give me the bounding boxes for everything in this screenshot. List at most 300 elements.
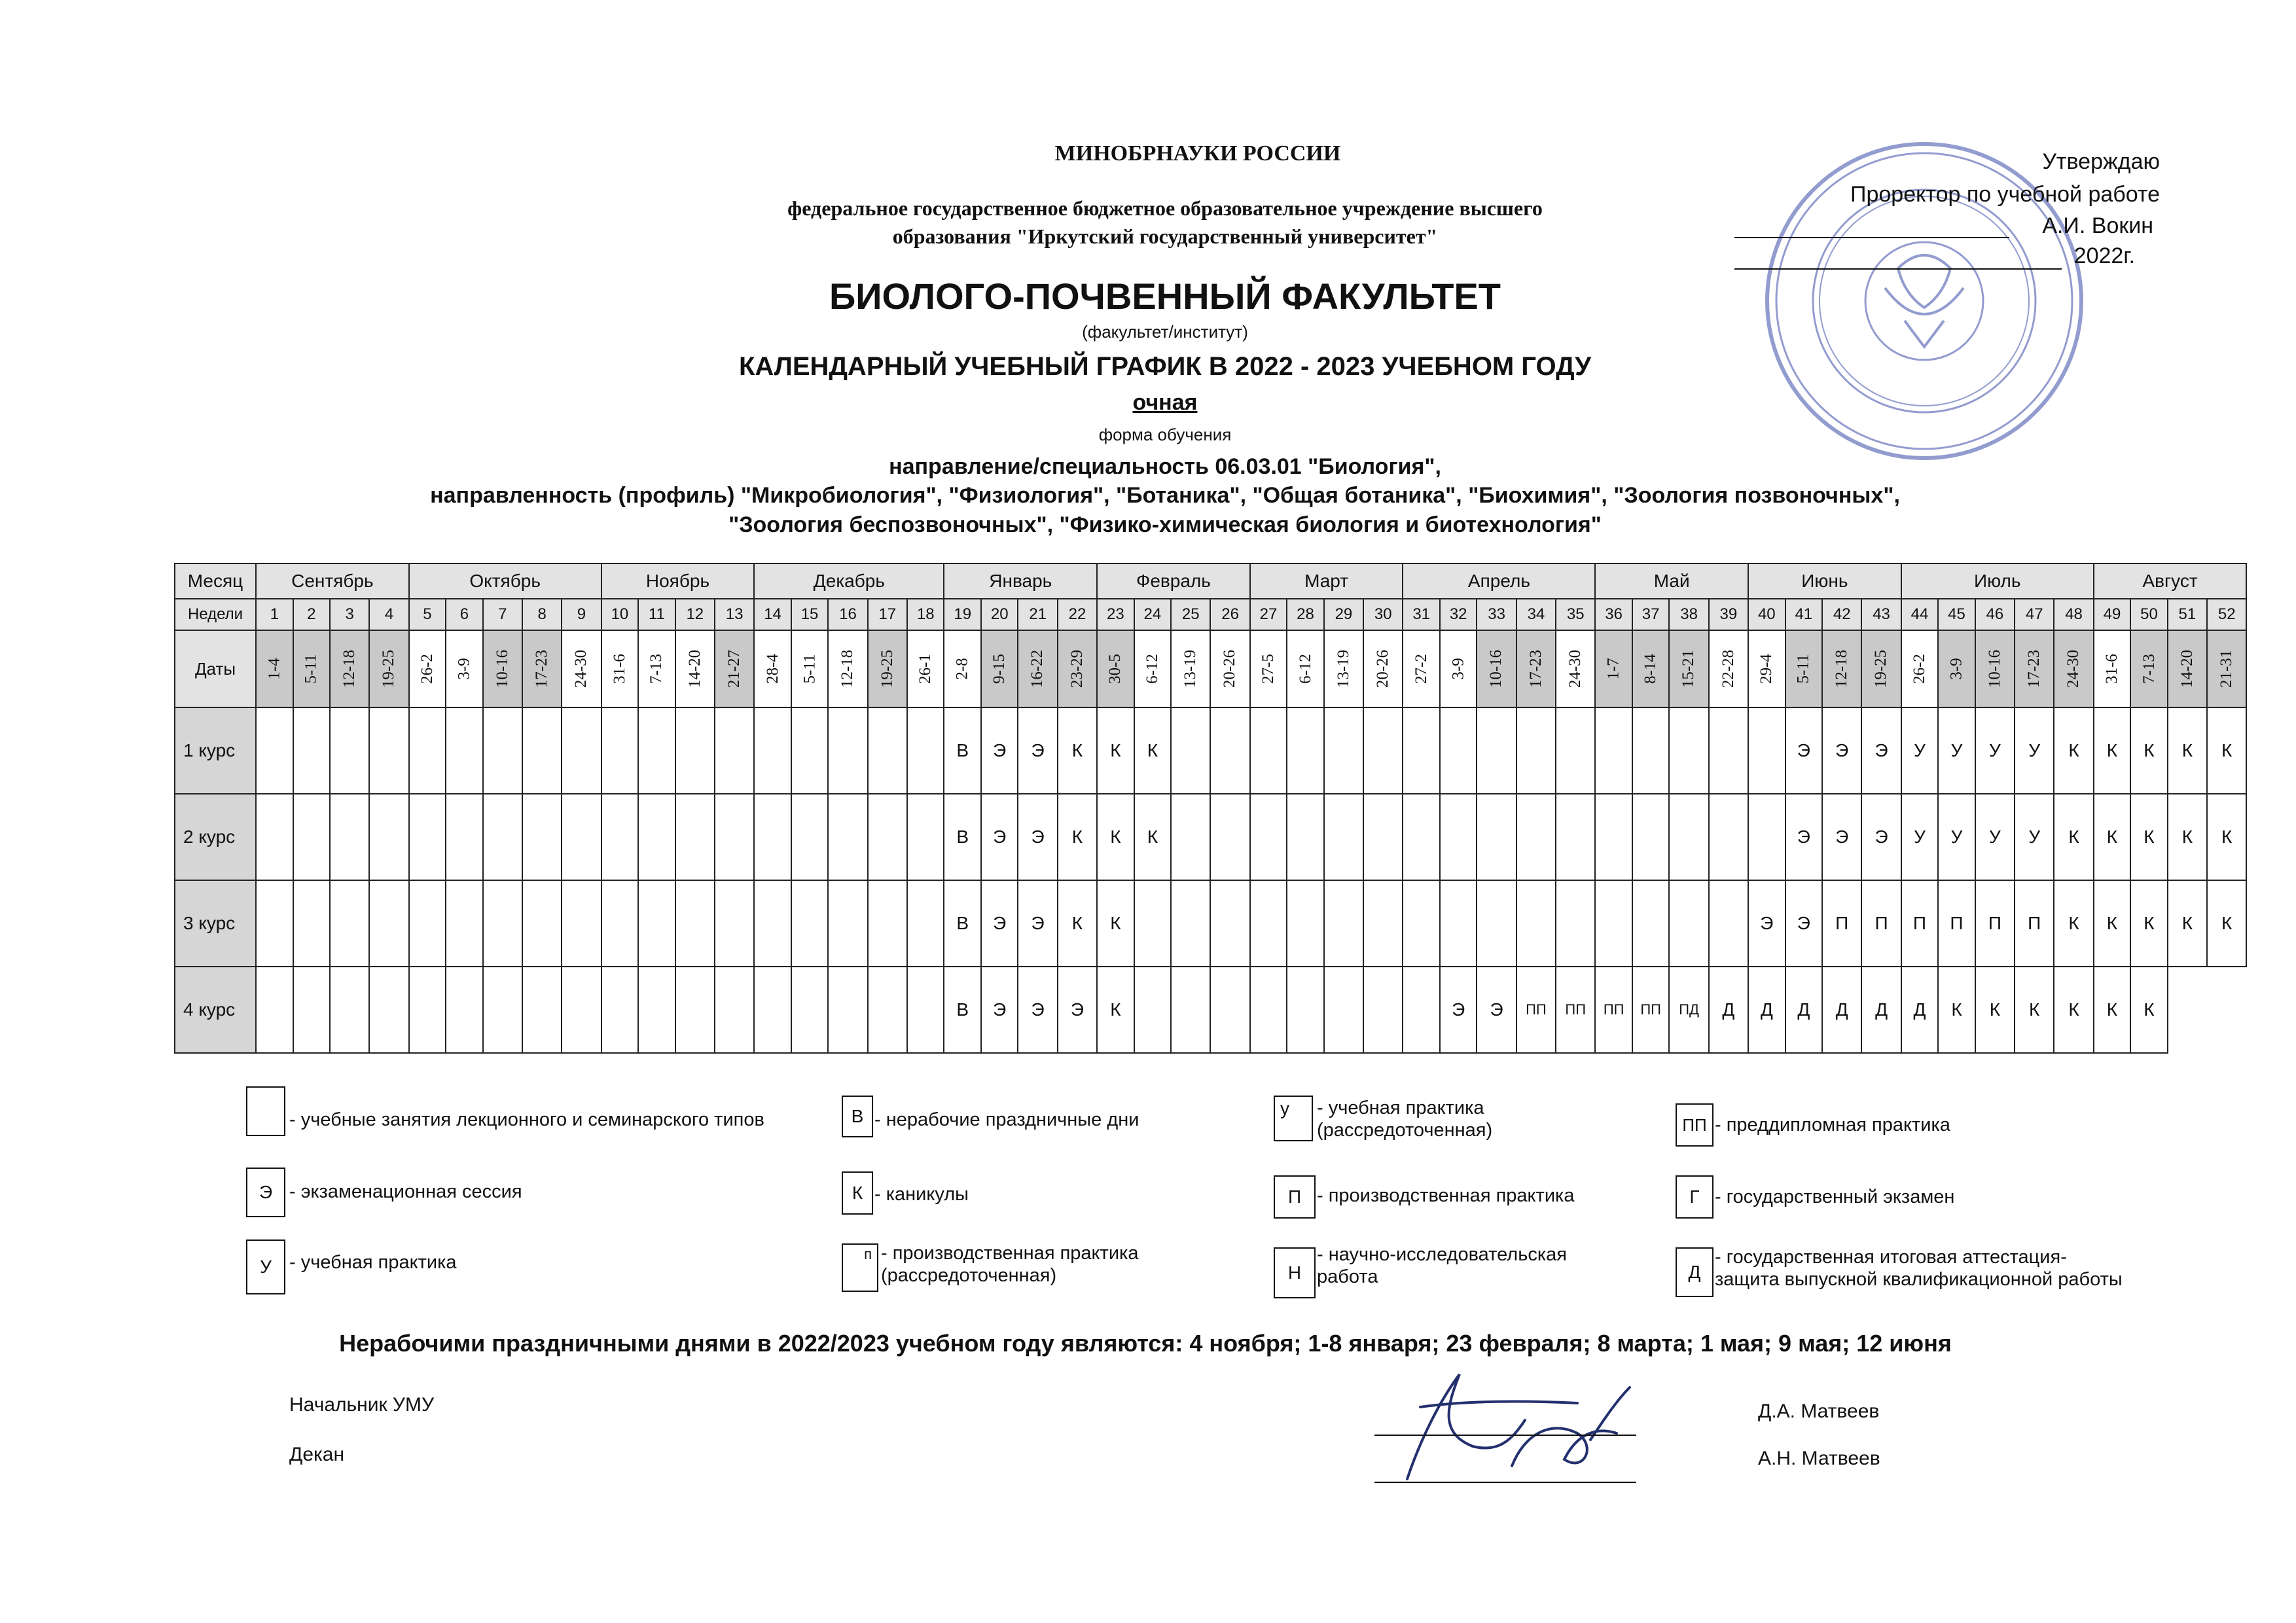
schedule-cell: Э	[981, 707, 1018, 794]
schedule-cell: К	[2168, 707, 2207, 794]
schedule-cell	[1595, 880, 1632, 967]
schedule-cell: У	[1938, 794, 1975, 880]
legend-text-lectures: - учебные занятия лекционного и семинарского типов	[289, 1109, 764, 1130]
date-range-cell	[828, 630, 867, 707]
legend-box-pregraduate: ПП	[1676, 1103, 1713, 1147]
schedule-cell: У	[1975, 707, 2015, 794]
date-range-label: 24-30	[1566, 649, 1585, 688]
schedule-cell	[1669, 707, 1708, 794]
schedule-cell: Э	[1822, 794, 1861, 880]
schedule-cell	[868, 707, 907, 794]
date-range-label: 3-9	[455, 658, 473, 680]
schedule-cell	[601, 707, 639, 794]
week-number-cell: 20	[981, 599, 1018, 630]
week-number-cell: 38	[1669, 599, 1708, 630]
week-number-cell: 44	[1901, 599, 1939, 630]
schedule-cell	[522, 880, 562, 967]
schedule-cell: У	[1975, 794, 2015, 880]
schedule-cell: Э	[1785, 794, 1823, 880]
legend-box-exam: Э	[246, 1168, 285, 1217]
schedule-cell	[1440, 880, 1477, 967]
schedule-cell	[791, 707, 829, 794]
legend-box-lectures	[246, 1086, 285, 1136]
week-number-cell: 39	[1709, 599, 1748, 630]
schedule-cell	[1516, 794, 1556, 880]
schedule-cell	[1556, 794, 1595, 880]
schedule-cell	[1477, 880, 1516, 967]
schedule-cell: К	[2130, 707, 2168, 794]
date-range-label: 5-11	[800, 654, 819, 684]
schedule-cell: Э	[1058, 967, 1097, 1053]
schedule-cell: Э	[1785, 880, 1823, 967]
week-number-cell: 7	[483, 599, 522, 630]
schedule-cell	[754, 707, 791, 794]
schedule-cell: У	[1901, 707, 1939, 794]
date-range-label: 13-19	[1181, 649, 1200, 688]
legend-text-pregraduate: - преддипломная практика	[1715, 1115, 1950, 1135]
date-range-cell	[562, 630, 601, 707]
date-range-cell	[868, 630, 907, 707]
schedule-cell: В	[944, 967, 981, 1053]
month-cell: Декабрь	[754, 563, 944, 599]
month-cell: Октябрь	[409, 563, 601, 599]
approval-position: Проректор по учебной работе	[1850, 182, 2160, 207]
page-title: КАЛЕНДАРНЫЙ УЧЕБНЫЙ ГРАФИК В 2022 - 2023 УЧЕБНОМ ГОДУ	[739, 352, 1591, 381]
schedule-cell	[1324, 707, 1363, 794]
schedule-cell: К	[2094, 707, 2131, 794]
schedule-cell: ПП	[1595, 967, 1632, 1053]
approval-label: Утверждаю	[2042, 149, 2160, 174]
schedule-cell	[1709, 707, 1748, 794]
schedule-cell	[1210, 794, 1249, 880]
week-number-cell: 52	[2207, 599, 2246, 630]
schedule-cell	[868, 967, 907, 1053]
schedule-cell: К	[2094, 967, 2131, 1053]
date-range-label: 27-5	[1259, 654, 1278, 684]
date-range-label: 24-30	[572, 649, 590, 688]
schedule-cell	[446, 880, 483, 967]
week-number-cell: 47	[2015, 599, 2054, 630]
schedule-cell	[446, 707, 483, 794]
schedule-cell	[1632, 880, 1670, 967]
week-number-cell: 15	[791, 599, 829, 630]
date-range-cell	[2094, 630, 2131, 707]
schedule-cell	[330, 707, 369, 794]
calendar-schedule-table	[174, 563, 2247, 1054]
schedule-cell	[868, 880, 907, 967]
week-number-cell: 21	[1018, 599, 1057, 630]
approval-year: 2022г.	[2073, 243, 2135, 268]
schedule-cell	[1363, 967, 1403, 1053]
date-range-cell	[1938, 630, 1975, 707]
org-line-2: образования "Иркутский государственный университет"	[892, 224, 1438, 248]
legend-text-production: - производственная практика	[1317, 1185, 1575, 1206]
date-range-label: 7-13	[2140, 654, 2158, 684]
date-range-cell	[522, 630, 562, 707]
handwritten-signature	[1381, 1361, 1656, 1492]
schedule-cell	[638, 880, 675, 967]
schedule-cell	[562, 880, 601, 967]
date-range-label: 3-9	[1947, 658, 1965, 680]
date-range-cell	[1785, 630, 1823, 707]
schedule-cell	[828, 967, 867, 1053]
date-range-cell	[675, 630, 715, 707]
schedule-cell	[1516, 707, 1556, 794]
week-row	[175, 599, 2246, 630]
date-range-cell	[1556, 630, 1595, 707]
date-range-label: 10-16	[1985, 649, 2003, 688]
month-cell: Август	[2094, 563, 2247, 599]
month-cell: Январь	[944, 563, 1097, 599]
legend-box-attestation: Д	[1676, 1247, 1713, 1297]
date-range-label: 10-16	[1487, 649, 1505, 688]
date-range-cell	[1097, 630, 1134, 707]
schedule-cell	[1171, 794, 1210, 880]
date-range-cell	[2015, 630, 2054, 707]
dean-label: Декан	[289, 1444, 345, 1465]
course-label: 4 курс	[175, 967, 256, 1053]
week-number-cell: 50	[2130, 599, 2168, 630]
schedule-cell: П	[1901, 880, 1939, 967]
schedule-cell	[828, 794, 867, 880]
legend-box-production-distributed: п	[842, 1243, 878, 1292]
schedule-cell	[293, 707, 331, 794]
schedule-cell: К	[2130, 880, 2168, 967]
schedule-cell	[791, 967, 829, 1053]
date-range-cell	[944, 630, 981, 707]
schedule-cell: К	[2094, 794, 2131, 880]
schedule-cell: В	[944, 707, 981, 794]
week-number-cell: 25	[1171, 599, 1210, 630]
date-range-label: 29-4	[1757, 654, 1776, 684]
schedule-cell: К	[2207, 880, 2246, 967]
schedule-cell	[1477, 794, 1516, 880]
date-range-cell	[2054, 630, 2093, 707]
date-range-cell	[1632, 630, 1670, 707]
date-range-cell	[1440, 630, 1477, 707]
week-number-cell: 37	[1632, 599, 1670, 630]
schedule-cell	[483, 707, 522, 794]
schedule-cell: К	[1097, 794, 1134, 880]
date-range-cell	[1018, 630, 1057, 707]
week-number-cell: 48	[2054, 599, 2093, 630]
schedule-cell	[1709, 794, 1748, 880]
schedule-cell: К	[2015, 967, 2054, 1053]
date-range-label: 26-2	[418, 654, 436, 684]
schedule-cell	[1477, 707, 1516, 794]
date-range-cell	[601, 630, 639, 707]
schedule-cell: ПП	[1516, 967, 1556, 1053]
week-number-cell: 4	[369, 599, 408, 630]
date-range-label: 6-12	[1296, 654, 1314, 684]
schedule-cell	[483, 794, 522, 880]
org-line-1: федеральное государственное бюджетное образовательное учреждение высшего	[787, 196, 1543, 220]
schedule-cell: У	[1901, 794, 1939, 880]
week-number-cell: 27	[1250, 599, 1287, 630]
schedule-cell: К	[2207, 707, 2246, 794]
holidays-note: Нерабочими праздничными днями в 2022/2023 учебном году являются: 4 ноября; 1-8 января; 23 февраля; 8 марта; 1 мая; 9 мая; 12 июня	[339, 1330, 1952, 1357]
date-range-label: 16-22	[1028, 649, 1047, 688]
week-number-cell: 43	[1861, 599, 1901, 630]
date-range-cell	[1171, 630, 1210, 707]
date-range-label: 15-21	[1679, 649, 1698, 688]
schedule-cell	[293, 794, 331, 880]
legend-text-distributed-practice: - учебная практика (рассредоточенная)	[1317, 1097, 1493, 1141]
date-range-label: 23-29	[1067, 649, 1086, 688]
schedule-cell	[1632, 707, 1670, 794]
schedule-cell	[369, 967, 408, 1053]
signature-line-1	[1374, 1435, 1636, 1436]
schedule-cell	[1171, 967, 1210, 1053]
legend-box-research: Н	[1274, 1247, 1316, 1298]
schedule-cell: Д	[1822, 967, 1861, 1053]
schedule-cell	[1595, 707, 1632, 794]
schedule-cell	[675, 880, 715, 967]
approval-name: А.И. Вокин	[2042, 213, 2153, 238]
direction-line: направление/специальность 06.03.01 "Биология",	[889, 454, 1441, 479]
schedule-cell	[675, 707, 715, 794]
schedule-cell	[409, 880, 446, 967]
schedule-cell	[1324, 967, 1363, 1053]
schedule-cell	[446, 967, 483, 1053]
week-row-label: Недели	[175, 599, 256, 630]
schedule-cell	[715, 967, 754, 1053]
date-range-label: 9-15	[990, 654, 1009, 684]
schedule-cell: К	[2054, 707, 2093, 794]
legend-text-vacation: - каникулы	[874, 1184, 969, 1205]
date-range-label: 31-6	[2102, 654, 2121, 684]
date-range-cell	[638, 630, 675, 707]
month-row	[175, 563, 2246, 599]
schedule-cell	[522, 794, 562, 880]
schedule-cell: У	[2015, 707, 2054, 794]
date-range-cell	[409, 630, 446, 707]
week-number-cell: 23	[1097, 599, 1134, 630]
schedule-cell: Э	[1861, 707, 1901, 794]
date-range-cell	[715, 630, 754, 707]
schedule-cell	[1440, 707, 1477, 794]
schedule-cell	[409, 967, 446, 1053]
schedule-cell	[828, 880, 867, 967]
schedule-cell: В	[944, 880, 981, 967]
date-range-cell	[907, 630, 944, 707]
schedule-cell	[1134, 880, 1172, 967]
date-range-label: 21-27	[725, 649, 744, 688]
week-number-cell: 32	[1440, 599, 1477, 630]
month-cell: Ноябрь	[601, 563, 755, 599]
schedule-cell: К	[2168, 880, 2207, 967]
schedule-cell	[1709, 880, 1748, 967]
schedule-cell	[562, 967, 601, 1053]
schedule-cell	[369, 707, 408, 794]
date-range-label: 17-23	[533, 649, 551, 688]
date-range-cell	[1477, 630, 1516, 707]
schedule-cell: Э	[981, 967, 1018, 1053]
schedule-cell: В	[944, 794, 981, 880]
date-range-cell	[483, 630, 522, 707]
schedule-cell: У	[2015, 794, 2054, 880]
schedule-cell: Д	[1748, 967, 1785, 1053]
schedule-cell: К	[1938, 967, 1975, 1053]
schedule-cell: У	[1938, 707, 1975, 794]
week-number-cell: 49	[2094, 599, 2131, 630]
schedule-cell	[1403, 794, 1440, 880]
month-cell: Февраль	[1097, 563, 1250, 599]
week-number-cell: 10	[601, 599, 639, 630]
week-number-cell: 22	[1058, 599, 1097, 630]
schedule-cell: К	[1058, 707, 1097, 794]
schedule-cell	[1287, 707, 1324, 794]
schedule-cell	[256, 794, 293, 880]
schedule-cell	[330, 880, 369, 967]
dates-row	[175, 630, 2246, 707]
schedule-cell: К	[2054, 880, 2093, 967]
schedule-cell	[828, 707, 867, 794]
schedule-cell	[868, 794, 907, 880]
week-number-cell: 11	[638, 599, 675, 630]
week-number-cell: 12	[675, 599, 715, 630]
date-range-label: 14-20	[2178, 649, 2196, 688]
schedule-cell	[1250, 967, 1287, 1053]
schedule-cell: Э	[1018, 707, 1057, 794]
date-range-label: 19-25	[380, 649, 398, 688]
schedule-cell	[1250, 707, 1287, 794]
schedule-cell: К	[1975, 967, 2015, 1053]
schedule-cell	[483, 880, 522, 967]
week-number-cell: 29	[1324, 599, 1363, 630]
date-range-label: 5-11	[302, 654, 320, 684]
schedule-cell: П	[1822, 880, 1861, 967]
schedule-cell	[293, 880, 331, 967]
week-number-cell: 46	[1975, 599, 2015, 630]
month-row-label: Месяц	[175, 563, 256, 599]
date-range-cell	[1058, 630, 1097, 707]
date-range-cell	[2207, 630, 2246, 707]
schedule-cell: К	[1097, 880, 1134, 967]
schedule-cell	[638, 707, 675, 794]
schedule-cell: Э	[1477, 967, 1516, 1053]
week-number-cell: 13	[715, 599, 754, 630]
date-range-cell	[446, 630, 483, 707]
legend-text-research: - научно-исследовательская работа	[1317, 1244, 1567, 1287]
schedule-cell	[754, 880, 791, 967]
schedule-cell	[409, 794, 446, 880]
schedule-cell	[1595, 794, 1632, 880]
date-range-cell	[1748, 630, 1785, 707]
schedule-cell	[1171, 707, 1210, 794]
week-number-cell: 1	[256, 599, 293, 630]
schedule-cell	[601, 880, 639, 967]
week-number-cell: 26	[1210, 599, 1249, 630]
schedule-cell	[1324, 880, 1363, 967]
date-range-label: 8-14	[1641, 654, 1660, 684]
date-range-label: 28-4	[763, 654, 781, 684]
course-row	[175, 794, 2246, 880]
date-range-cell	[2168, 630, 2207, 707]
week-number-cell: 31	[1403, 599, 1440, 630]
date-range-cell	[1975, 630, 2015, 707]
date-range-label: 12-18	[1833, 649, 1851, 688]
schedule-cell: К	[1058, 880, 1097, 967]
schedule-cell	[754, 794, 791, 880]
date-range-label: 31-6	[610, 654, 628, 684]
date-range-cell	[1403, 630, 1440, 707]
month-cell: Сентябрь	[256, 563, 409, 599]
date-range-cell	[256, 630, 293, 707]
schedule-cell: К	[1134, 707, 1172, 794]
schedule-cell	[1210, 967, 1249, 1053]
schedule-cell	[907, 794, 944, 880]
schedule-cell	[715, 794, 754, 880]
date-range-cell	[1669, 630, 1708, 707]
schedule-cell: Э	[981, 794, 1018, 880]
month-cell: Май	[1595, 563, 1748, 599]
schedule-cell	[638, 967, 675, 1053]
week-number-cell: 16	[828, 599, 867, 630]
schedule-cell	[1440, 794, 1477, 880]
week-number-cell: 41	[1785, 599, 1823, 630]
date-range-cell	[1595, 630, 1632, 707]
profile-line-2: "Зоология беспозвоночных", "Физико-химическая биология и биотехнология"	[728, 512, 1602, 537]
legend-text-exam: - экзаменационная сессия	[289, 1181, 522, 1202]
date-range-label: 24-30	[2064, 649, 2083, 688]
schedule-cell	[1669, 880, 1708, 967]
schedule-cell	[522, 707, 562, 794]
schedule-cell	[330, 794, 369, 880]
legend-box-distributed-practice: у	[1274, 1096, 1313, 1141]
schedule-cell	[1324, 794, 1363, 880]
schedule-cell	[1134, 967, 1172, 1053]
course-label: 3 курс	[175, 880, 256, 967]
week-number-cell: 30	[1363, 599, 1403, 630]
date-range-label: 3-9	[1449, 658, 1467, 680]
schedule-cell: Э	[1018, 794, 1057, 880]
schedule-cell: К	[1134, 794, 1172, 880]
schedule-cell: К	[2130, 794, 2168, 880]
schedule-cell: Э	[1822, 707, 1861, 794]
week-number-cell: 6	[446, 599, 483, 630]
schedule-cell	[1287, 880, 1324, 967]
schedule-cell	[256, 880, 293, 967]
schedule-cell: Д	[1785, 967, 1823, 1053]
course-row	[175, 707, 2246, 794]
schedule-cell	[754, 967, 791, 1053]
schedule-cell: К	[2207, 794, 2246, 880]
schedule-cell	[446, 794, 483, 880]
schedule-cell: П	[2015, 880, 2054, 967]
date-range-cell	[754, 630, 791, 707]
schedule-cell	[1748, 707, 1785, 794]
date-range-label: 1-7	[1604, 658, 1623, 680]
month-cell: Март	[1250, 563, 1403, 599]
date-range-label: 21-31	[2217, 649, 2236, 688]
schedule-cell: ПП	[1632, 967, 1670, 1053]
date-range-cell	[1709, 630, 1748, 707]
schedule-cell	[1287, 794, 1324, 880]
schedule-cell: П	[1938, 880, 1975, 967]
study-form-subtitle: форма обучения	[1098, 425, 1232, 444]
schedule-cell	[791, 880, 829, 967]
date-range-cell	[369, 630, 408, 707]
schedule-cell	[483, 967, 522, 1053]
date-range-label: 17-23	[2025, 649, 2043, 688]
date-range-cell	[981, 630, 1018, 707]
course-row	[175, 880, 2246, 967]
schedule-cell: Э	[1785, 707, 1823, 794]
schedule-cell	[1250, 880, 1287, 967]
week-number-cell: 35	[1556, 599, 1595, 630]
course-label: 1 курс	[175, 707, 256, 794]
